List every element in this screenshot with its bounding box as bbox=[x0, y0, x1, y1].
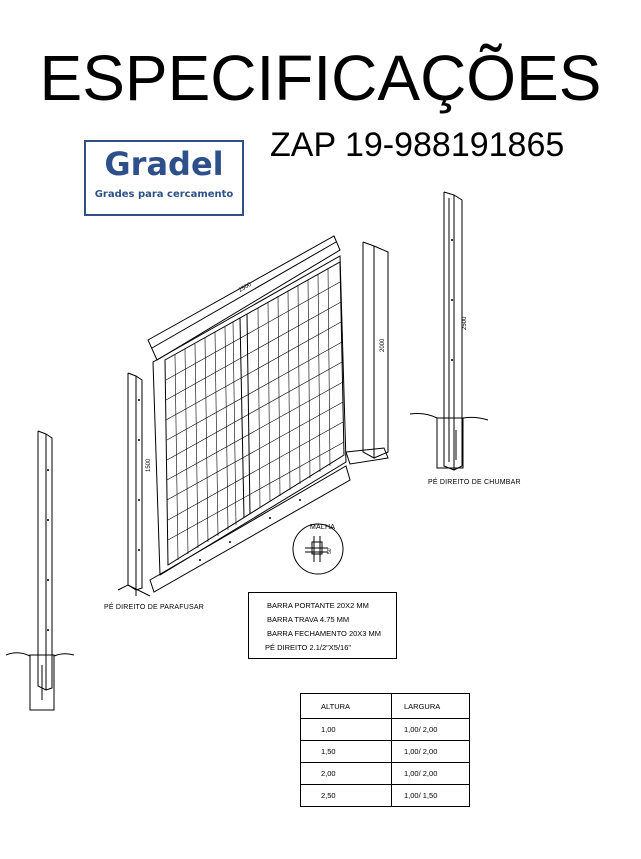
table-cell: 1,00 bbox=[301, 719, 392, 741]
post-chumbar bbox=[410, 192, 488, 470]
dim-post-chumbar: 2500 bbox=[462, 316, 468, 330]
table-row bbox=[301, 741, 470, 763]
mesh-detail bbox=[293, 524, 343, 574]
post-center bbox=[346, 242, 388, 464]
post-parafusar bbox=[118, 373, 150, 596]
post-parafusar-left bbox=[6, 431, 74, 710]
table-header-altura: ALTURA bbox=[301, 694, 392, 719]
phone-number: ZAP 19-988191865 bbox=[270, 126, 565, 164]
mesh-horizontals bbox=[166, 282, 344, 540]
spec-line: BARRA FECHAMENTO 20X3 MM bbox=[267, 629, 382, 638]
spec-line: BARRA PORTANTE 20X2 MM bbox=[267, 601, 369, 610]
bolt-dots bbox=[47, 239, 453, 631]
logo-name: Gradel bbox=[104, 145, 224, 183]
table-row bbox=[301, 719, 470, 741]
table-cell: 1,00/ 2,00 bbox=[392, 741, 470, 763]
table-cell: 1,00/ 2,00 bbox=[392, 763, 470, 785]
table-row bbox=[301, 763, 470, 785]
table-header-largura: LARGURA bbox=[392, 694, 470, 719]
table-cell: 1,00/ 1,50 bbox=[392, 785, 470, 807]
table-cell: 2,00 bbox=[301, 763, 392, 785]
table-row bbox=[301, 785, 470, 807]
dim-panel-width: 2500 bbox=[238, 281, 253, 294]
dim-panel-height: 1500 bbox=[146, 458, 152, 472]
dim-post-height: 2000 bbox=[380, 338, 386, 352]
table-header-row bbox=[301, 694, 470, 719]
sizes-table bbox=[300, 693, 470, 807]
spec-line: PÉ DIREITO 2.1/2"X5/16" bbox=[265, 643, 352, 652]
pe-chumbar-label: PÉ DIREITO DE CHUMBAR bbox=[428, 479, 521, 486]
spec-box bbox=[248, 592, 397, 659]
malha-label: MALHA bbox=[310, 524, 336, 531]
table-cell: 1,50 bbox=[301, 741, 392, 763]
table-cell: 2,50 bbox=[301, 785, 392, 807]
dim-mesh: 50 bbox=[327, 548, 333, 554]
spec-line: BARRA TRAVA 4.75 MM bbox=[267, 615, 350, 624]
table-cell: 1,00/ 2,00 bbox=[392, 719, 470, 741]
pe-parafusar-label: PÉ DIREITO DE PARAFUSAR bbox=[104, 604, 205, 611]
page-title: ESPECIFICAÇÕES bbox=[39, 42, 602, 114]
logo-tagline: Grades para cercamento bbox=[94, 189, 234, 200]
